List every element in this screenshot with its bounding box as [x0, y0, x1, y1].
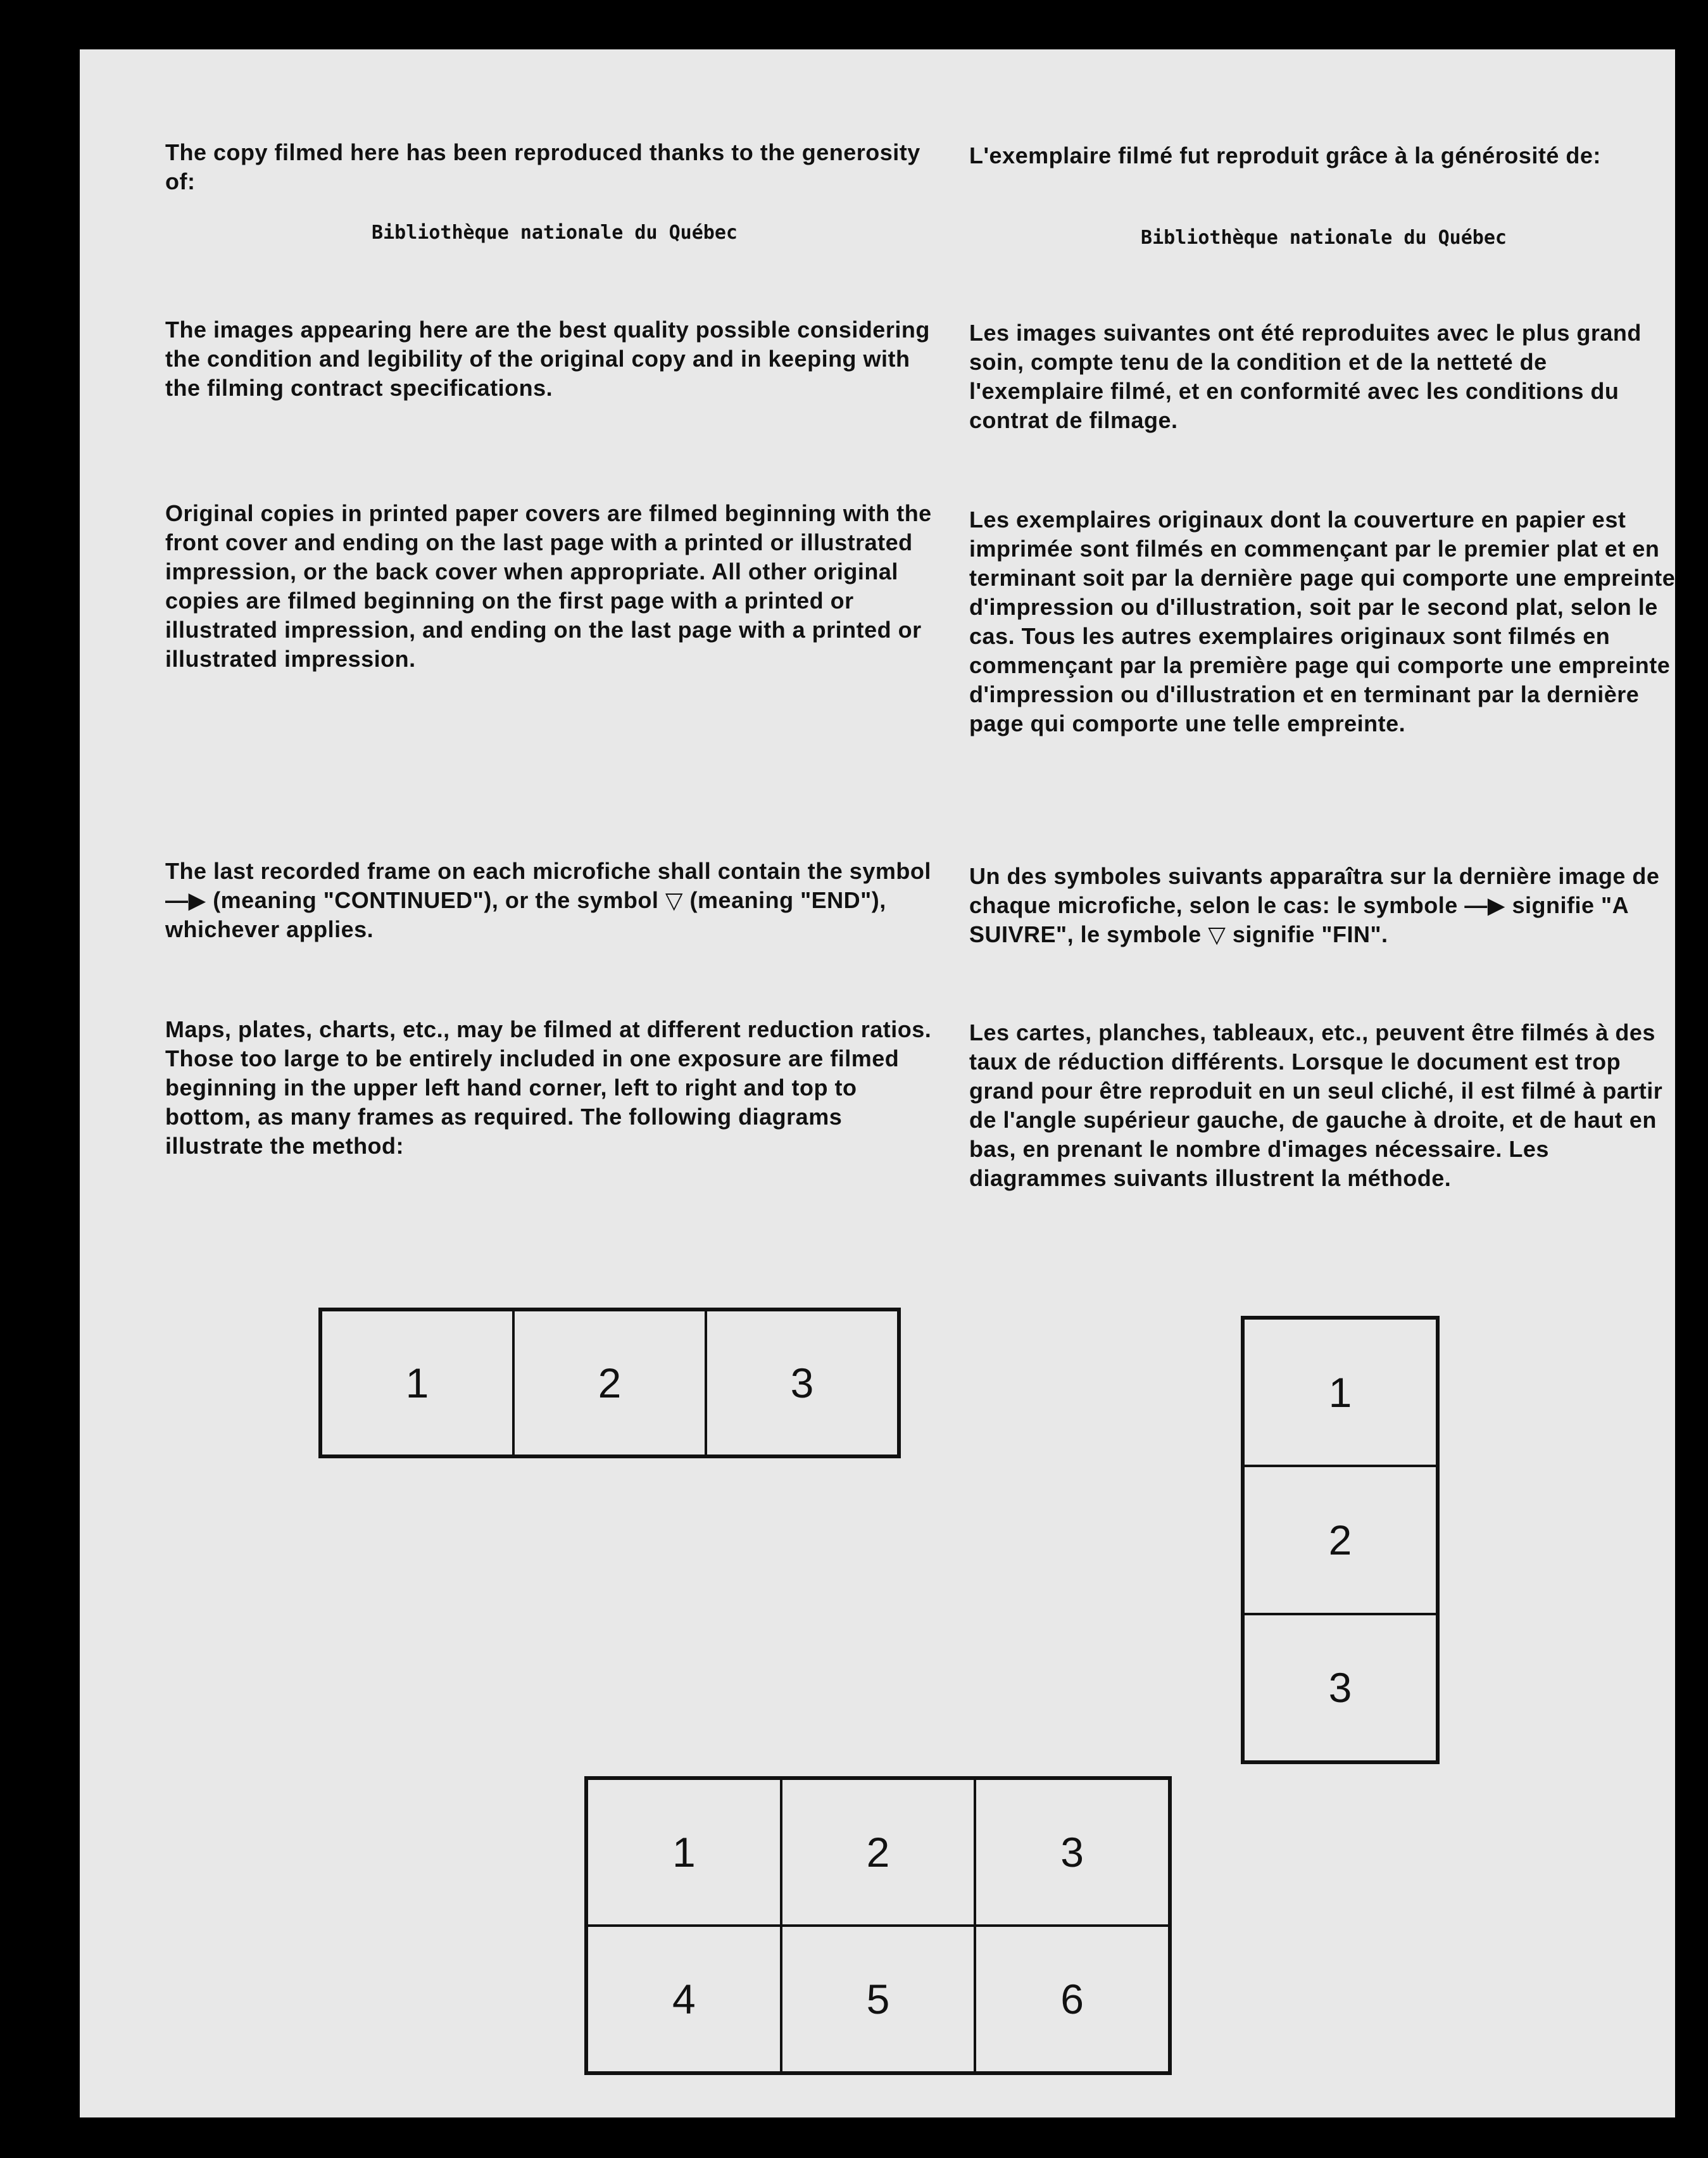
frame-cell: 3	[975, 1779, 1169, 1926]
frame-cell: 2	[1243, 1466, 1437, 1613]
frame-cell: 1	[1243, 1318, 1437, 1466]
originals-paragraph-fr: Les exemplaires originaux dont la couverture en papier est imprimée sont filmés en commençant par le premier plat et en terminant soit par la dernière page qui comporte une empreinte d'impression ou d'illustration, soit par le second plat, selon le cas. Tous les autres exemplaires originaux sont filmés en commençant par la première page qui comporte une empreinte d'impression ou d'illustration et en terminant par la dernière page qui comporte une telle empreinte.	[969, 507, 1676, 736]
maps-paragraph-en: Maps, plates, charts, etc., may be filmed at different reduction ratios. Those too large to be entirely included in one exposure are filmed beginning in the upper left hand corner, left to right and top to bottom, as many frames as required. The following diagrams illustrate the method:	[165, 1016, 932, 1159]
document-page	[80, 49, 1675, 2117]
frame-cell: 1	[587, 1779, 781, 1926]
quality-paragraph-en: The images appearing here are the best quality possible considering the condition and legibility of the original copy and in keeping with the filming contract specifications.	[165, 317, 930, 401]
frame-cell: 6	[975, 1926, 1169, 2073]
maps-paragraph-fr: Les cartes, planches, tableaux, etc., peuvent être filmés à des taux de réduction différents. Lorsque le document est trop grand pour être reproduit en un seul cliché, il est filmé à partir de l'angle supérieur gauche, de gauche à droite, et de haut en bas, en prenant le nombre d'images nécessaire. Les diagrammes suivants illustrent la méthode.	[969, 1019, 1663, 1191]
frame-cell: 5	[781, 1926, 976, 2073]
quality-paragraph-fr: Les images suivantes ont été reproduites avec le plus grand soin, compte tenu de la condition et de la netteté de l'exemplaire filmé, et en conformité avec les conditions du contrat de filmage.	[969, 320, 1642, 433]
frame-cell: 3	[1243, 1614, 1437, 1762]
symbols-paragraph-en: The last recorded frame on each microfiche shall contain the symbol —▶ (meaning "CONTINUED"), or the symbol ▽ (meaning "END"), whichever applies.	[165, 858, 931, 942]
frame-cell: 2	[781, 1779, 976, 1926]
institution-name-fr: Bibliothèque nationale du Québec	[1141, 227, 1507, 249]
frame-cell: 2	[513, 1310, 706, 1456]
diagram-horizontal	[318, 1308, 901, 1458]
intro-text-en: The copy filmed here has been reproduced thanks to the generosity of:	[165, 139, 920, 194]
intro-text-fr: L'exemplaire filmé fut reproduit grâce à la générosité de:	[969, 142, 1601, 168]
symbols-paragraph-fr: Un des symboles suivants apparaîtra sur la dernière image de chaque microfiche, selon le cas: le symbole —▶ signifie "A SUIVRE", le symbole ▽ signifie "FIN".	[969, 863, 1660, 947]
frame-cell: 3	[706, 1310, 898, 1456]
institution-name-en: Bibliothèque nationale du Québec	[372, 222, 738, 244]
frame-cell: 4	[587, 1926, 781, 2073]
originals-paragraph-en: Original copies in printed paper covers are filmed beginning with the front cover and ending on the last page with a printed or illustrated impression, or the back cover when appropriate. All other original copies are filmed beginning on the first page with a printed or illustrated impression, and ending on the last page with a printed or illustrated impression.	[165, 500, 932, 672]
diagram-vertical	[1241, 1316, 1440, 1764]
frame-cell: 1	[321, 1310, 513, 1456]
diagram-grid	[584, 1776, 1172, 2075]
